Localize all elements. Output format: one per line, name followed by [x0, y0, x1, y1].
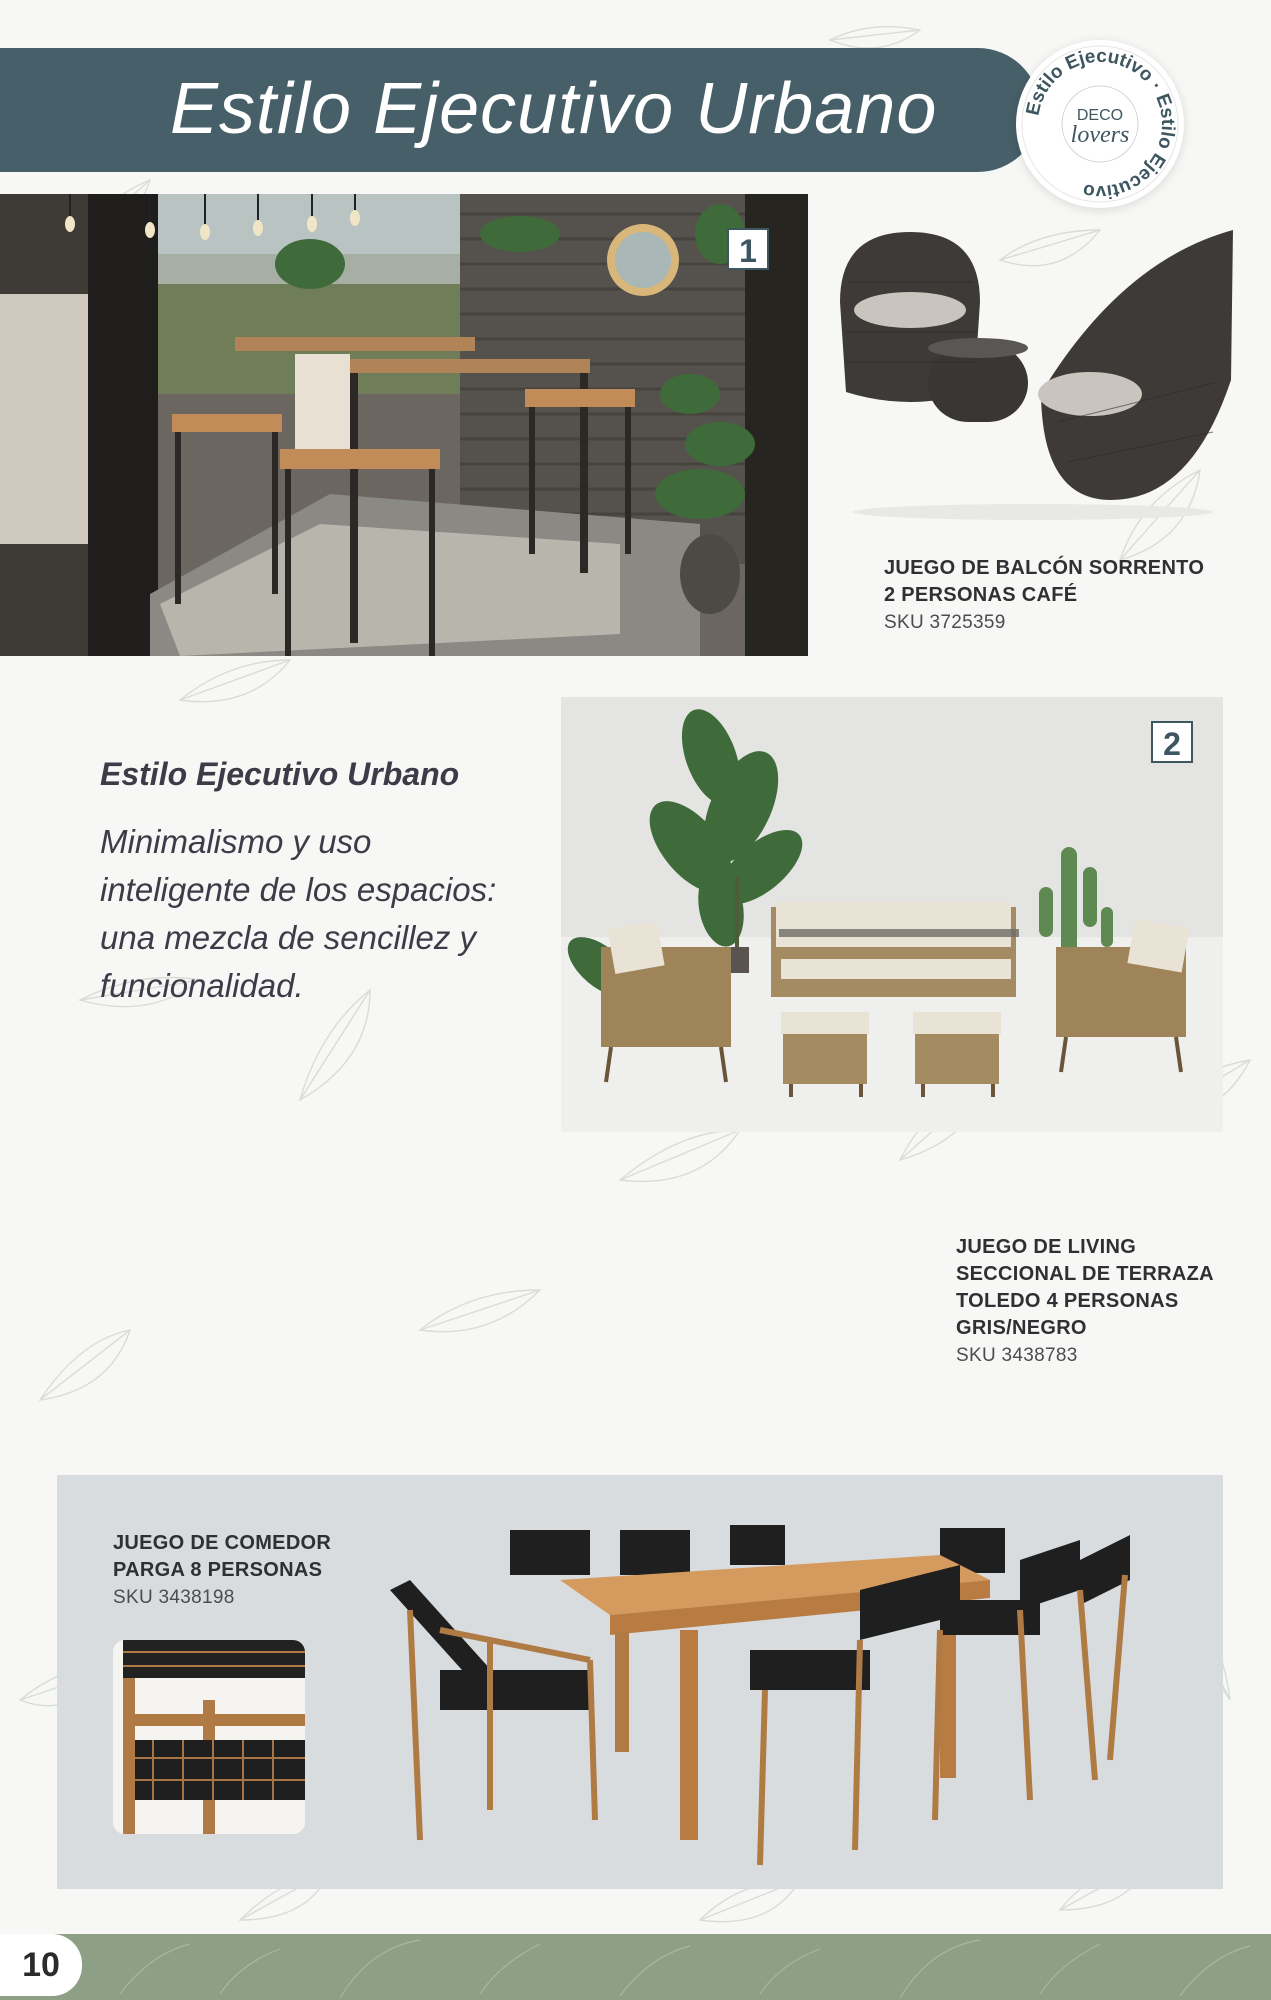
parga-dining-set-image [380, 1520, 1140, 1870]
product-caption-3 [113, 1530, 373, 1611]
product-1-sku: SKU 3725359 [884, 612, 1006, 633]
sorrento-set-image [828, 222, 1238, 522]
product-2-sku: SKU 3438783 [956, 1345, 1078, 1366]
badge-graphic [1016, 40, 1184, 208]
page-number: 10 [0, 1934, 82, 1996]
front-left-chair [390, 1580, 595, 1840]
badge-brand-bottom: lovers [1070, 122, 1130, 148]
product-2-name-line1: JUEGO DE LIVING [956, 1236, 1137, 1258]
section-body: Minimalismo y uso inteligente de los espacios: una mezcla de sencillez y funcionalidad. [100, 823, 497, 1004]
deco-lovers-badge [1016, 40, 1184, 208]
product-2-name-line2: SECCIONAL DE TERRAZA [956, 1263, 1214, 1285]
section-title: Estilo Ejecutivo Urbano [100, 756, 460, 792]
balcony-photo [0, 194, 808, 656]
product-caption-2 [956, 1234, 1216, 1369]
product-3-sku: SKU 3438198 [113, 1587, 235, 1608]
product-3-name-line1: JUEGO DE COMEDOR [113, 1532, 332, 1554]
product-1-name-line1: JUEGO DE BALCÓN SORRENTO [884, 557, 1205, 579]
product-2-name-line4: GRIS/NEGRO [956, 1317, 1087, 1339]
chair-detail-thumbnail [113, 1640, 305, 1834]
product-caption-1 [884, 555, 1214, 636]
product-number-badge-2: 2 [1151, 721, 1193, 763]
product-number-badge-1: 1 [727, 228, 769, 270]
badge-ring-text: Estilo Ejecutivo · Estilo Ejecutivo [1022, 45, 1179, 203]
footer-band [0, 1934, 1271, 2000]
living-set-photo [561, 697, 1223, 1132]
page-title: Estilo Ejecutivo Urbano [170, 69, 938, 149]
product-2-name-line3: TOLEDO 4 PERSONAS [956, 1290, 1179, 1312]
badge-brand-top: DECO [1076, 107, 1124, 124]
product-1-name-line2: 2 PERSONAS CAFÉ [884, 584, 1078, 606]
product-3-name-line2: PARGA 8 PERSONAS [113, 1559, 323, 1581]
